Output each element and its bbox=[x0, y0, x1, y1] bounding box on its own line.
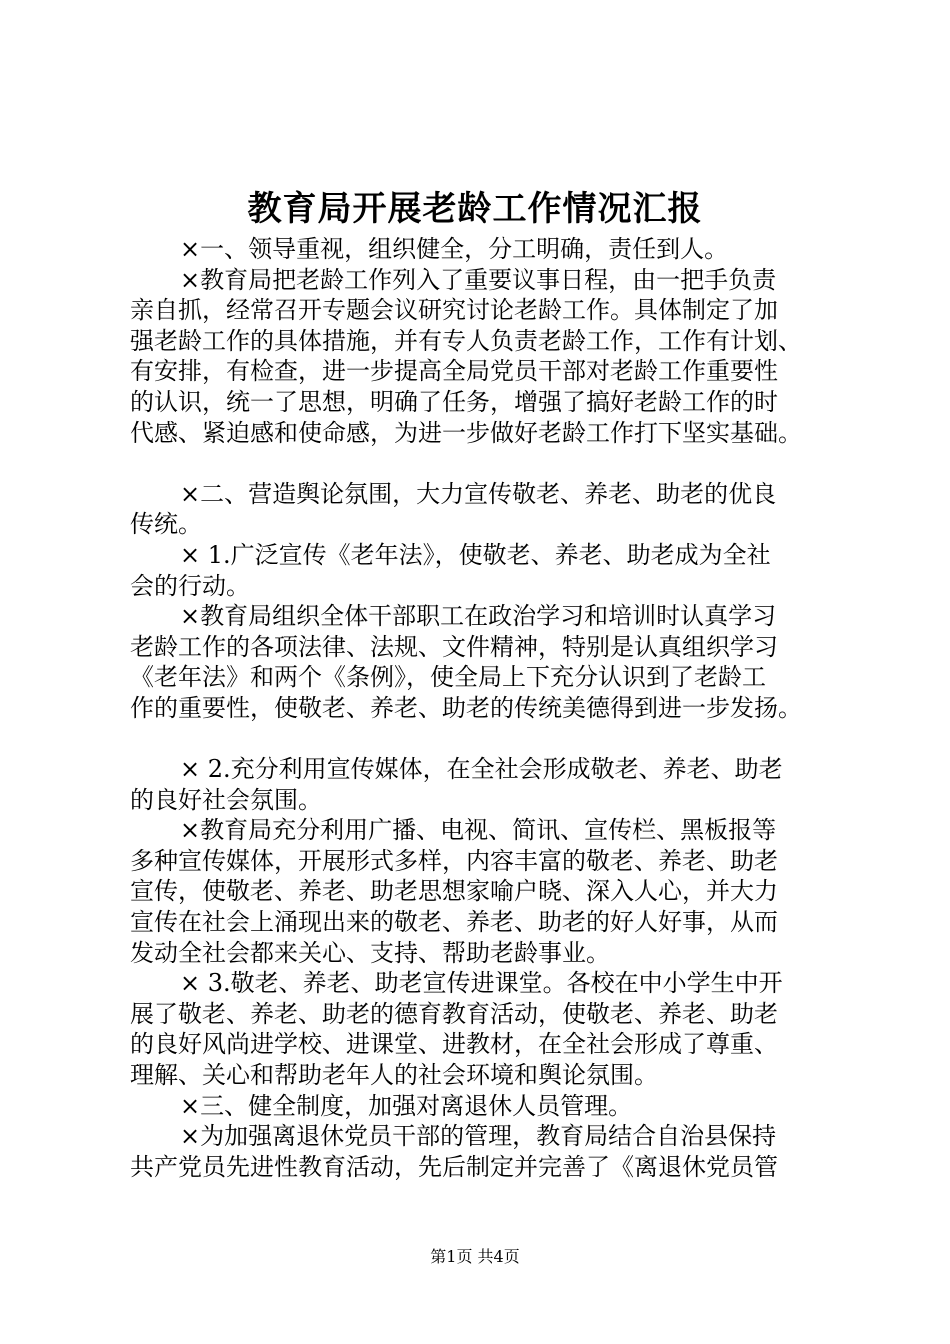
text-line: 有安排，有检查，进一步提高全局党员干部对老龄工作重要性 bbox=[130, 357, 778, 386]
text-line: 的认识，统一了思想，明确了任务，增强了搞好老龄工作的时 bbox=[130, 387, 778, 416]
document-body bbox=[130, 234, 830, 1182]
text-line: ×二、营造舆论氛围，大力宣传敬老、养老、助老的优良 bbox=[180, 479, 777, 508]
page-footer: 第1页 共4页 bbox=[430, 1247, 520, 1266]
text-line: × 3.敬老、养老、助老宣传进课堂。各校在中小学生中开 bbox=[180, 969, 783, 998]
text-line: ×为加强离退休党员干部的管理，教育局结合自治县保持 bbox=[180, 1122, 777, 1151]
text-line: 发动全社会都来关心、支持、帮助老龄事业。 bbox=[130, 938, 610, 967]
text-line: 代感、紧迫感和使命感，为进一步做好老龄工作打下坚实基础。 bbox=[130, 418, 802, 447]
text-line: 展了敬老、养老、助老的德育教育活动，使敬老、养老、助老 bbox=[130, 999, 778, 1028]
paragraph-gap bbox=[130, 724, 830, 755]
text-line: 作的重要性，使敬老、养老、助老的传统美德得到进一步发扬。 bbox=[130, 693, 802, 722]
text-line: 传统。 bbox=[130, 510, 202, 539]
text-line: 《老年法》和两个《条例》，使全局上下充分认识到了老龄工 bbox=[130, 663, 766, 692]
text-line: 会的行动。 bbox=[130, 571, 250, 600]
paragraph-gap bbox=[130, 448, 830, 479]
text-line: ×教育局充分利用广播、电视、简讯、宣传栏、黑板报等 bbox=[180, 816, 777, 845]
document-title: 教育局开展老龄工作情况汇报 bbox=[247, 189, 703, 229]
text-line: 的良好社会氛围。 bbox=[130, 785, 322, 814]
text-line: 宣传，使敬老、养老、助老思想家喻户晓、深入人心，并大力 bbox=[130, 877, 778, 906]
text-line: ×一、领导重视，组织健全，分工明确，责任到人。 bbox=[180, 235, 729, 263]
text-line: 理解、关心和帮助老年人的社会环境和舆论氛围。 bbox=[130, 1061, 658, 1090]
text-line: ×教育局组织全体干部职工在政治学习和培训时认真学习 bbox=[180, 602, 777, 631]
text-line: 多种宣传媒体，开展形式多样，内容丰富的敬老、养老、助老 bbox=[130, 846, 778, 875]
text-line: 强老龄工作的具体措施，并有专人负责老龄工作，工作有计划、 bbox=[130, 326, 802, 355]
text-line: 共产党员先进性教育活动，先后制定并完善了《离退休党员管 bbox=[130, 1152, 778, 1181]
text-line: 的良好风尚进学校、进课堂、进教材，在全社会形成了尊重、 bbox=[130, 1030, 778, 1059]
text-line: 老龄工作的各项法律、法规、文件精神，特别是认真组织学习 bbox=[130, 632, 778, 661]
text-line: 宣传在社会上涌现出来的敬老、养老、助老的好人好事，从而 bbox=[130, 908, 778, 937]
text-line: × 2.充分利用宣传媒体，在全社会形成敬老、养老、助老 bbox=[180, 755, 783, 784]
text-line: ×三、健全制度，加强对离退休人员管理。 bbox=[180, 1091, 633, 1120]
text-line: 亲自抓，经常召开专题会议研究讨论老龄工作。具体制定了加 bbox=[130, 296, 778, 325]
text-line: ×教育局把老龄工作列入了重要议事日程，由一把手负责 bbox=[180, 265, 777, 294]
text-line: × 1.广泛宣传《老年法》，使敬老、养老、助老成为全社 bbox=[180, 540, 771, 569]
